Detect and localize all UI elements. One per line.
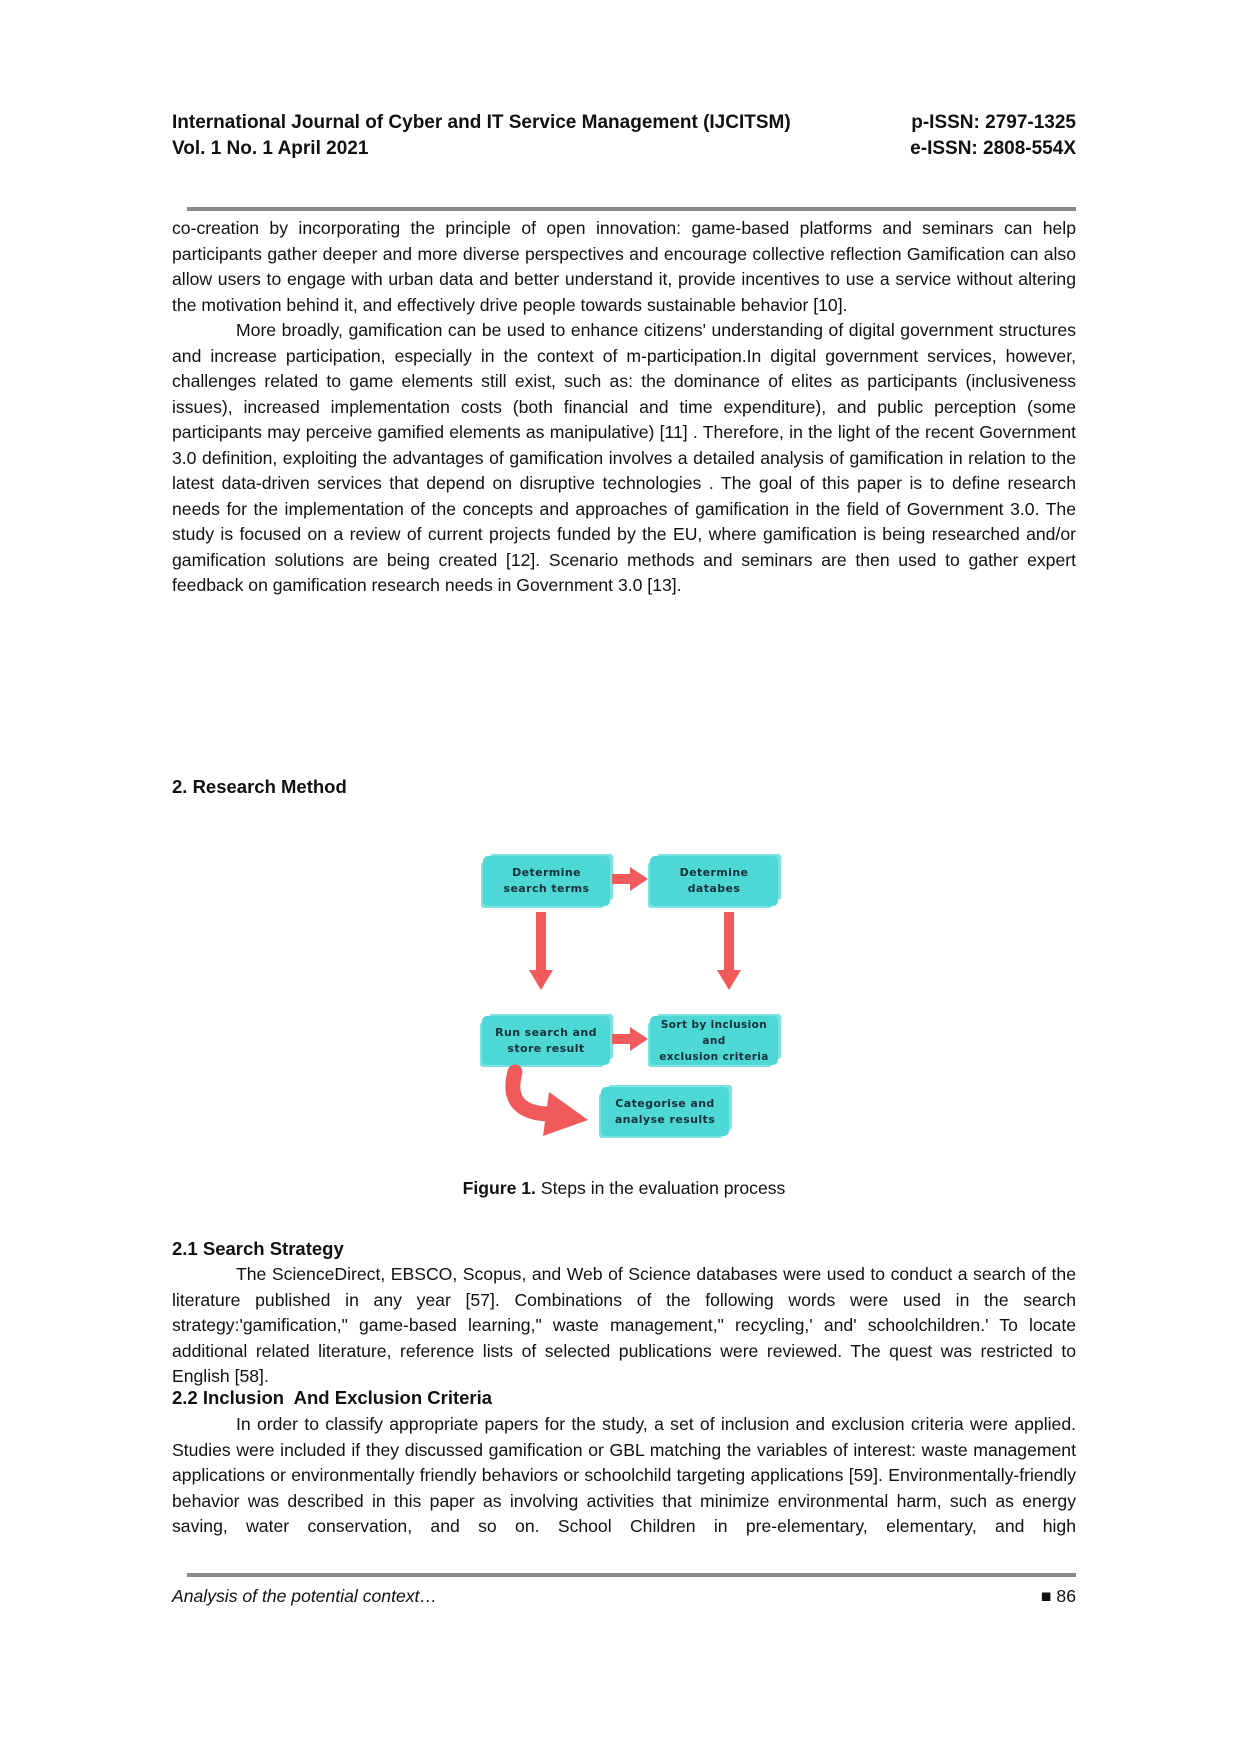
header-line-1 [172, 110, 1076, 136]
volume-info: Vol. 1 No. 1 April 2021 [172, 138, 369, 159]
right-arrow-icon [612, 867, 648, 891]
page-footer [172, 1586, 1076, 1607]
box-text-line: analyse results [614, 1112, 716, 1126]
figure-caption-text: Steps in the evaluation process [535, 1178, 786, 1198]
journal-title: International Journal of Cyber and IT Service Management (IJCITSM) [172, 112, 791, 133]
curved-arrow-icon [513, 1072, 588, 1136]
right-arrow-icon [612, 1027, 648, 1051]
box-text-line: Sort by inclusion and [660, 1018, 768, 1047]
paragraph-gamification: More broadly, gamification can be used to enhance citizens' understanding of digital government structures and increase participation, especially in the context of m-participation.In digital government services, however, challenges related to game elements still exist, such as: the dominance of elites as participants (inclusiveness issues), increased implementation costs (both financial and time expenditure), and public perception (some participants may perceive gamified elements as manipulative) [11] . Therefore, in the light of the recent Government 3.0 definition, exploiting the advantages of gamification involves a detailed analysis of gamification in relation to the latest data-driven services that depend on disruptive technologies . The goal of this paper is to define research needs for the implementation of the concepts and approaches of gamification in the field of Government 3.0. The study is focused on a review of current projects funded by the EU, where gamification is being researched and/or gamification solutions are being created [12]. Scenario methods and seminars are then used to gather expert feedback on gamification research needs in Government 3.0 [13]. [172, 320, 1076, 595]
running-title: Analysis of the potential context… [172, 1586, 438, 1606]
box-text-line: exclusion criteria [659, 1050, 769, 1063]
down-arrow-icon [717, 912, 741, 990]
heading-research-method: 2. Research Method [172, 776, 347, 797]
heading-search-strategy: 2.1 Search Strategy [172, 1238, 344, 1259]
page-header [172, 110, 1076, 162]
body-text [172, 216, 1076, 599]
box-text-line: Determine [679, 866, 749, 879]
figure-caption-label: Figure 1. [462, 1178, 536, 1198]
box-text-line: Run search and [495, 1025, 597, 1039]
figure-caption [172, 1178, 1076, 1199]
box-text-line: store result [507, 1041, 585, 1055]
box-text-line: Categorise and [615, 1096, 715, 1110]
footer-divider [187, 1573, 1076, 1577]
header-divider [187, 207, 1076, 211]
paragraph-inclusion-exclusion: In order to classify appropriate papers for the study, a set of inclusion and exclusion criteria were applied. Studies were included if they discussed gamification or GBL matching the variables of interest: waste management applications or environmentally friendly behaviors or schoolchild targeting applications [59]. Environmentally-friendly behavior was described in this paper as involving activities that minimize environmental harm, such as energy saving, water conservation, and so on. School Children in pre-elementary, elementary, and high [172, 1414, 1076, 1536]
flowchart-arrows [460, 850, 800, 1140]
e-issn: e-ISSN: 2808-554X [910, 138, 1076, 159]
page-number: ■ 86 [1040, 1586, 1076, 1606]
paragraph-intro: co-creation by incorporating the principle of open innovation: game-based platforms and seminars can help participants gather deeper and more diverse perspectives and encourage collective reflection Gamification can also allow users to engage with urban data and better understand it, provide incentives to use a service without altering the motivation behind it, and effectively drive people towards sustainable behavior [10]. [172, 218, 1076, 315]
box-text-line: search terms [503, 882, 590, 895]
heading-inclusion-exclusion: 2.2 Inclusion And Exclusion Criteria [172, 1387, 493, 1408]
p-issn: p-ISSN: 2797-1325 [911, 112, 1076, 133]
box-text-line: Determine [512, 866, 581, 879]
down-arrow-icon [529, 912, 553, 990]
box-text-line: databes [687, 882, 741, 895]
header-line-2 [172, 136, 1076, 162]
paragraph-search-strategy: The ScienceDirect, EBSCO, Scopus, and Web of Science databases were used to conduct a search of the literature published in any year [57]. Combinations of the following words were used in the search strategy:'gamification," game-based learning," waste management," recycling,' and' schoolchildren.' To locate additional related literature, reference lists of selected publications were reviewed. The quest was restricted to English [58]. [172, 1264, 1076, 1386]
